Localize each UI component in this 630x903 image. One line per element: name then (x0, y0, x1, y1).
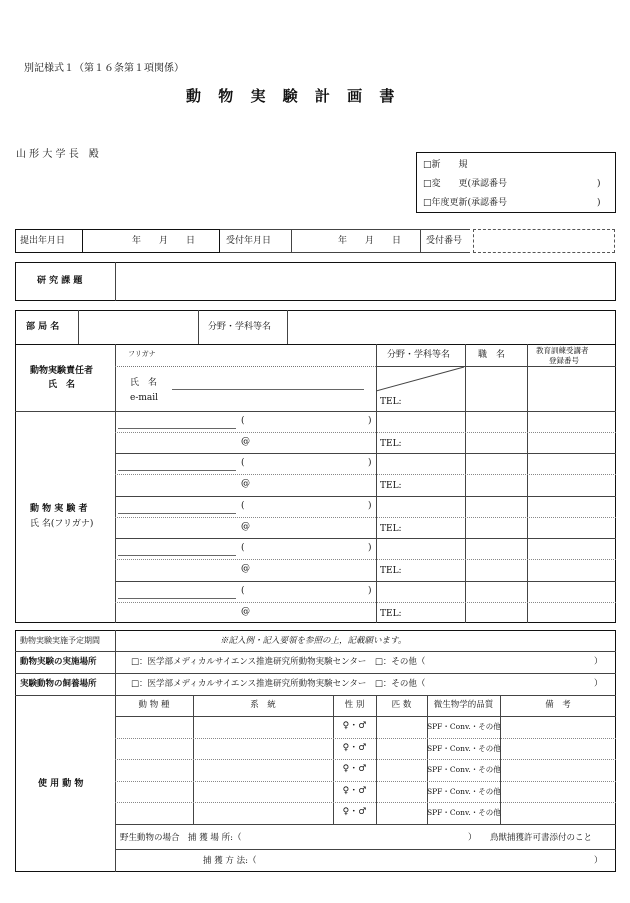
experimenter-email-at: @ (241, 521, 250, 532)
submit-date-label: 提出年月日 (20, 236, 66, 246)
animal-remarks-input[interactable] (501, 717, 615, 737)
animal-species-input[interactable] (116, 803, 192, 823)
dept-input[interactable] (80, 312, 196, 342)
experimenter-tel-label: TEL: (380, 439, 402, 449)
experimenter-email-at: @ (241, 437, 250, 447)
breed-close: ） (594, 679, 603, 689)
dept-field-label: 分野・学科等名 (208, 322, 272, 332)
place-label: 動物実験の実施場所 (20, 657, 97, 667)
period-note: ※記入例・記入要領を参照の上，記載願います。 (220, 636, 407, 646)
experimenter-row-divider (115, 517, 616, 518)
addressee: 山 形 大 学 長 殿 (16, 149, 99, 160)
animal-quality-select[interactable]: SPF・Conv.・その他 (427, 743, 501, 753)
experimenter-name-input[interactable] (117, 454, 374, 473)
experimenter-row-divider (115, 432, 616, 433)
receipt-number-field (473, 229, 615, 253)
animal-remarks-input[interactable] (501, 803, 615, 823)
experimenter-tel-label: TEL: (380, 608, 402, 619)
animal-remarks-input[interactable] (501, 760, 615, 780)
research-title-label: 研 究 課 題 (37, 276, 83, 286)
experimenter-furigana-open: ( (241, 585, 245, 596)
experimenter-furigana-open: ( (241, 416, 245, 426)
col-training-header-2: 登録番号 (549, 356, 579, 365)
capture-method-label: 捕 獲 方 法:（ (203, 856, 257, 866)
animal-grid-bottom (115, 824, 616, 825)
animal-strain-input[interactable] (194, 760, 332, 780)
animal-col-header: 系 統 (250, 700, 276, 710)
animal-species-input[interactable] (116, 760, 192, 780)
experimenter-furigana-open: ( (241, 500, 245, 511)
animal-count-input[interactable] (377, 717, 426, 737)
experimenter-furigana-close: ) (368, 416, 372, 426)
experimenter-furigana-close: ) (368, 458, 372, 469)
capture-method-close: ） (594, 856, 603, 866)
experimenter-name-input[interactable] (117, 412, 374, 431)
animal-sex-select[interactable]: ♀・♂ (342, 807, 367, 818)
experimenter-row-divider (115, 559, 616, 560)
experimenter-furigana-open: ( (241, 543, 245, 554)
receipt-date-label: 受付年月日 (226, 236, 272, 246)
dept-field-input[interactable] (289, 312, 613, 342)
place-value[interactable]: □：医学部メディカルサイエンス推進研究所動物実験センター □：その他（ (131, 657, 426, 667)
animal-col-header: 微生物学的品質 (433, 700, 494, 710)
animal-species-input[interactable] (116, 717, 192, 737)
application-type-box (416, 152, 616, 213)
animal-col-header: 匹 数 (391, 700, 412, 710)
breed-label: 実験動物の飼養場所 (20, 679, 97, 689)
receipt-number-label: 受付番号 (426, 236, 463, 246)
animal-sex-select[interactable]: ♀・♂ (342, 742, 367, 753)
dept-label: 部 局 名 (26, 322, 60, 332)
experimenter-furigana-close: ) (368, 585, 372, 596)
experimenter-row-divider (115, 602, 616, 603)
experimenter-furigana-close: ) (368, 543, 372, 554)
col-position-header: 職 名 (478, 350, 506, 360)
animal-col-header: 動 物 種 (138, 700, 170, 710)
experimenter-name-input[interactable] (117, 539, 374, 558)
experimenters-label-1: 動 物 実 験 者 (30, 504, 88, 514)
animal-sex-select[interactable]: ♀・♂ (342, 764, 367, 775)
animal-quality-select[interactable]: SPF・Conv.・その他 (427, 722, 501, 731)
experimenter-email-at: @ (241, 606, 250, 617)
animal-quality-select[interactable]: SPF・Conv.・その他 (427, 765, 501, 775)
animal-strain-input[interactable] (194, 717, 332, 737)
animal-quality-select[interactable]: SPF・Conv.・その他 (427, 808, 501, 818)
page-title: 動 物 実 験 計 画 書 (186, 87, 401, 105)
breed-value[interactable]: □：医学部メディカルサイエンス推進研究所動物実験センター □：その他（ (131, 679, 426, 689)
wild-capture-place-close: ） (468, 833, 477, 843)
experimenter-tel-label: TEL: (380, 481, 402, 492)
animal-count-input[interactable] (377, 760, 426, 780)
experimenter-furigana-close: ) (368, 500, 372, 511)
animal-remarks-input[interactable] (501, 782, 615, 802)
receipt-date-value: 年 月 日 (338, 236, 402, 246)
animal-quality-select[interactable]: SPF・Conv.・その他 (427, 786, 501, 796)
responsible-email-label: e-mail (130, 393, 159, 403)
experimenter-email-at: @ (241, 564, 250, 575)
animals-label: 使 用 動 物 (38, 779, 84, 789)
experimenters-label-2: 氏 名(フリガナ) (30, 519, 94, 529)
animal-species-input[interactable] (116, 739, 192, 759)
diagonal-slash (376, 366, 465, 392)
place-close: ） (594, 657, 603, 667)
animal-count-input[interactable] (377, 782, 426, 802)
animal-col-header: 性 別 (344, 700, 365, 710)
animal-strain-input[interactable] (194, 803, 332, 823)
type-renewal-checkbox[interactable]: □年度更新(承認番号 (423, 198, 508, 208)
submit-date-value[interactable]: 年 月 日 (132, 236, 196, 246)
animal-count-input[interactable] (377, 803, 426, 823)
experimenter-email-at: @ (241, 479, 250, 490)
animal-sex-select[interactable]: ♀・♂ (342, 721, 367, 731)
responsible-label-2: 氏 名 (48, 380, 76, 390)
experimenter-name-input[interactable] (117, 497, 374, 516)
wild-permit-note: 鳥獣捕獲許可書添付のこと (490, 833, 593, 843)
form-reference: 別記様式１（第１６条第１項関係） (24, 63, 184, 74)
responsible-name-label: 氏 名 (130, 378, 158, 388)
animal-count-input[interactable] (377, 739, 426, 759)
experimenter-tel-label: TEL: (380, 566, 402, 577)
responsible-furigana-label: フリガナ (128, 350, 156, 358)
responsible-tel-label: TEL: (380, 397, 402, 407)
type-renewal-close: ) (597, 198, 601, 208)
research-title-input[interactable] (117, 264, 613, 299)
wild-capture-place-label: 野生動物の場合 捕 獲 場 所:（ (120, 833, 242, 843)
animal-strain-input[interactable] (194, 739, 332, 759)
type-new-checkbox[interactable]: □新 規 (423, 160, 468, 170)
animal-species-input[interactable] (116, 782, 192, 802)
type-change-checkbox[interactable]: □変 更(承認番号 (423, 179, 508, 189)
experimenter-furigana-open: ( (241, 458, 245, 469)
animal-sex-select[interactable]: ♀・♂ (342, 785, 367, 796)
experimenter-row-divider (115, 474, 616, 475)
type-change-close: ) (597, 179, 601, 189)
col-training-header-1: 教育訓練受講者 (536, 346, 589, 355)
col-field-header: 分野・学科等名 (387, 350, 451, 360)
animal-remarks-input[interactable] (501, 739, 615, 759)
period-label: 動物実験実施予定期間 (20, 636, 100, 645)
experimenter-tel-label: TEL: (380, 523, 402, 534)
animal-strain-input[interactable] (194, 782, 332, 802)
responsible-label-1: 動物実験責任者 (30, 366, 94, 376)
experimenter-name-input[interactable] (117, 582, 374, 601)
animal-col-header: 備 考 (545, 700, 571, 710)
